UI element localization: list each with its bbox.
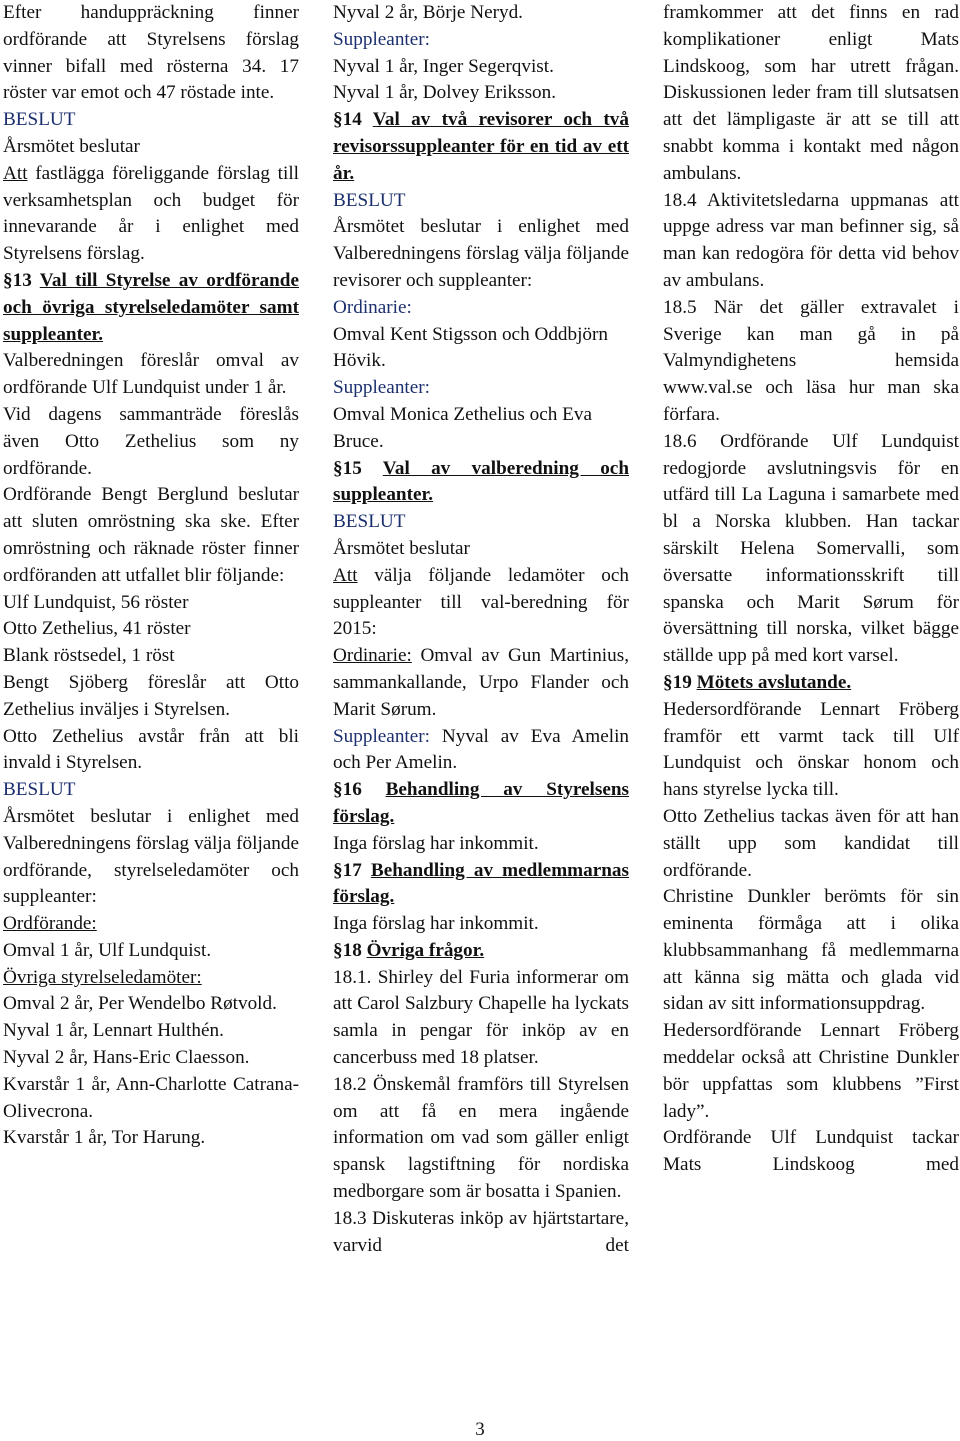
paragraph-praise: Christine Dunkler berömts för sin eminenta förmåga att i olika klubbsammanhang få medlemmarna att känna sig mätta och glada vid sidan av sitt informationsuppdrag. [663, 886, 959, 1015]
att-word: Att [333, 564, 358, 586]
board-line: Omval 1 år, Ulf Lundquist. [3, 939, 212, 961]
page-number: 3 [475, 1419, 485, 1440]
section-number: §13 [3, 269, 32, 291]
column-middle [333, 0, 629, 1259]
paragraph-18-6 [663, 429, 959, 670]
paragraph-closing: Ordförande Ulf Lundquist tackar Mats Lindskoog med [663, 1127, 959, 1176]
vote-line: Ulf Lundquist, 56 röster [3, 591, 189, 613]
board-line: Nyval 1 år, Dolvey Eriksson. [333, 82, 557, 104]
label-ordinarie: Ordinarie: [333, 296, 412, 318]
paragraph-ballot [3, 482, 299, 589]
vote-line: Blank röstsedel, 1 röst [3, 645, 175, 667]
committee-deputies: Nyval av Eva Amelin och Per Amelin. [333, 725, 629, 774]
item-number: 18.6 [663, 430, 697, 452]
paragraph-18-5 [663, 295, 959, 429]
label-suppleanter: Suppleanter: [333, 28, 430, 50]
label-suppleanter: Suppleanter: [333, 725, 430, 747]
paragraph-thanks: Hedersordförande Lennart Fröberg framför ett varmt tack till Ulf Lundquist och önskar honom och hans styrelse lycka till. [663, 698, 959, 801]
section-title: Val av valberedning och suppleanter. [333, 457, 629, 506]
beslut-label: BESLUT [3, 109, 76, 131]
item-text: Önskemål framförs till Styrelsen om att få en mera ingående information om vad som gäller enligt spansk lagstiftning för nordiska medborgare som är bosatta i Spanien. [333, 1073, 630, 1203]
item-number: 18.4 [663, 189, 697, 211]
budget-text: fastlägga föreliggande förslag till verksamhetsplan och budget för innevarande år i enlighet med Styrelsens förslag. [3, 162, 299, 265]
item-number: 18.1. [333, 966, 372, 988]
paragraph-decline: Otto Zethelius avstår från att bli invald i Styrelsen. [3, 725, 299, 774]
label-ovriga: Övriga styrelseledamöter: [3, 966, 202, 988]
paragraph-thanks-candidate: Otto Zethelius tackas även för att han ställt upp som kandidat till ordförande. [663, 805, 959, 881]
item-text: Ordförande Ulf Lundquist redogjorde avslutningsvis för en utfärd till La Laguna i samarbete med bl a Norska klubben. Han tackar särskilt Helena Somervalli, som översatte informationsskrift till spanska och Marit Sørum för översättning till norska, vilket bägge ställde upp på med kort varsel. [663, 430, 959, 667]
item-text: Shirley del Furia informerar om att Carol Salzbury Chapelle ha lyckats samla in pengar för inköp av en cancerbuss med 18 platser. [333, 966, 630, 1069]
item-number: 18.2 [333, 1073, 367, 1095]
item-text: Diskuteras inköp av hjärtstartare, varvid det [333, 1207, 629, 1256]
section-number: §14 [333, 109, 362, 131]
section-title: Behandling av medlemmarnas förslag. [333, 859, 629, 908]
section-title: Val av två revisorer och två revisorssuppleanter för en tid av ett år. [333, 109, 629, 184]
board-line: Omval 2 år, Per Wendelbo Røtvold. [3, 993, 277, 1015]
beslut-label: BESLUT [333, 189, 406, 211]
label-suppleanter: Suppleanter: [333, 377, 430, 399]
count-text: Efter omröstning och räknade röster finner ordföranden att utfallet blir följande: [3, 511, 299, 586]
committee-text: välja följande ledamöter och suppleanter till val-beredning för 2015: [333, 564, 629, 640]
paragraph-first-lady: Hedersordförande Lennart Fröberg meddelar också att Christine Dunkler bör uppfattas som klubbens ”First lady”. [663, 1020, 959, 1122]
att-word: Att [3, 162, 28, 184]
beslut-label: BESLUT [333, 511, 406, 533]
paragraph-nomination-committee [333, 563, 629, 643]
board-line: Kvarstår 1 år, Ann-Charlotte Catrana-Olivecrona. [3, 1073, 299, 1122]
section-title: Övriga frågor. [366, 939, 485, 961]
section-heading-16 [333, 777, 629, 831]
board-line: Nyval 1 år, Lennart Hulthén. [3, 1020, 224, 1042]
paragraph-committee-ordinary [333, 643, 629, 723]
section-title: Mötets avslutande. [696, 671, 852, 693]
item-text: Aktivitetsledarna uppmanas att uppge adress var man befinner sig, så man kan redogöra för detta vid behov av ambulans. [663, 189, 959, 291]
paragraph-18-4 [663, 188, 959, 295]
paragraph-budget [3, 161, 299, 268]
paragraph-no-proposals: Inga förslag har inkommit. [333, 913, 539, 935]
auditor-line: Omval Kent Stigsson och Oddbjörn Hövik. [333, 323, 609, 372]
paragraph-18-3 [333, 1206, 629, 1260]
paragraph-proposal-board: Bengt Sjöberg föreslår att Otto Zethelius inväljes i Styrelsen. [3, 671, 299, 720]
auditor-line: Omval Monica Zethelius och Eva Bruce. [333, 403, 592, 452]
paragraph-nomination: Valberedningen föreslår omval av ordförande Ulf Lundquist under 1 år. [3, 350, 299, 399]
board-line: Nyval 1 år, Inger Segerqvist. [333, 55, 554, 77]
committee-members: Omval av Gun Martinius, sammankallande, Urpo Flander och Marit Sørum. [333, 645, 629, 720]
paragraph-committee-deputies [333, 724, 629, 778]
column-left [3, 0, 299, 1152]
section-title: Val till Styrelse av ordförande och övriga styrelseledamöter samt suppleanter. [3, 269, 299, 345]
section-heading-15 [333, 456, 629, 510]
paragraph-18-2 [333, 1072, 629, 1206]
section-heading-18 [333, 938, 629, 965]
beslut-label: BESLUT [3, 779, 76, 801]
paragraph-decision-auditors: Årsmötet beslutar i enlighet med Valberedningens förslag välja följande revisorer och suppleanter: [333, 216, 629, 291]
section-heading-19 [663, 670, 959, 697]
paragraph-18-1 [333, 965, 629, 1072]
decision-line: Årsmötet beslutar [3, 135, 140, 157]
board-line: Nyval 2 år, Hans-Eric Claesson. [3, 1047, 250, 1069]
item-number: 18.3 [333, 1207, 367, 1229]
paragraph-vote-result: Efter handuppräckning finner ordförande att Styrelsens förslag vinner bifall med rösterna 34. 17 röster var emot och 47 röstade inte. [3, 2, 299, 104]
column-right [663, 0, 959, 1179]
label-ordforande: Ordförande: [3, 913, 97, 935]
vote-line: Otto Zethelius, 41 röster [3, 618, 191, 640]
item-text: När det gäller extravalet i Sverige kan man gå in på Valmyndighetens hemsida www.val.se och läsa hur man ska förfara. [663, 296, 960, 425]
section-heading-17 [333, 858, 629, 912]
section-number: §15 [333, 457, 362, 479]
paragraph-proposal: Vid dagens sammanträde föreslås även Otto Zethelius som ny ordförande. [3, 403, 299, 479]
board-line: Kvarstår 1 år, Tor Harung. [3, 1127, 206, 1149]
section-heading-13 [3, 268, 299, 348]
board-line: Nyval 2 år, Börje Neryd. [333, 2, 523, 23]
section-heading-14 [333, 107, 629, 187]
ballot-text: Ordförande Bengt Berglund beslutar att sluten omröstning ska ske. [3, 484, 299, 533]
section-number: §19 [663, 671, 692, 693]
section-number: §16 [333, 779, 362, 801]
paragraph-decision-board: Årsmötet beslutar i enlighet med Valberedningens förslag välja följande ordförande, styrelseledamöter och suppleanter: [3, 805, 299, 908]
paragraph-defibrillator: framkommer att det finns en rad komplikationer enligt Mats Lindskoog, som har utrett frågan. Diskussionen leder fram till slutsatsen att det lämpligaste är att se till att snabbt komma i kontakt med någon ambulans. [663, 2, 959, 184]
section-number: §18 [333, 939, 362, 961]
item-number: 18.5 [663, 296, 697, 318]
label-ordinarie: Ordinarie: [333, 645, 412, 667]
section-title: Behandling av Styrelsens förslag. [333, 779, 629, 827]
paragraph-no-proposals: Inga förslag har inkommit. [333, 832, 539, 854]
decision-line: Årsmötet beslutar [333, 537, 470, 559]
section-number: §17 [333, 859, 362, 881]
